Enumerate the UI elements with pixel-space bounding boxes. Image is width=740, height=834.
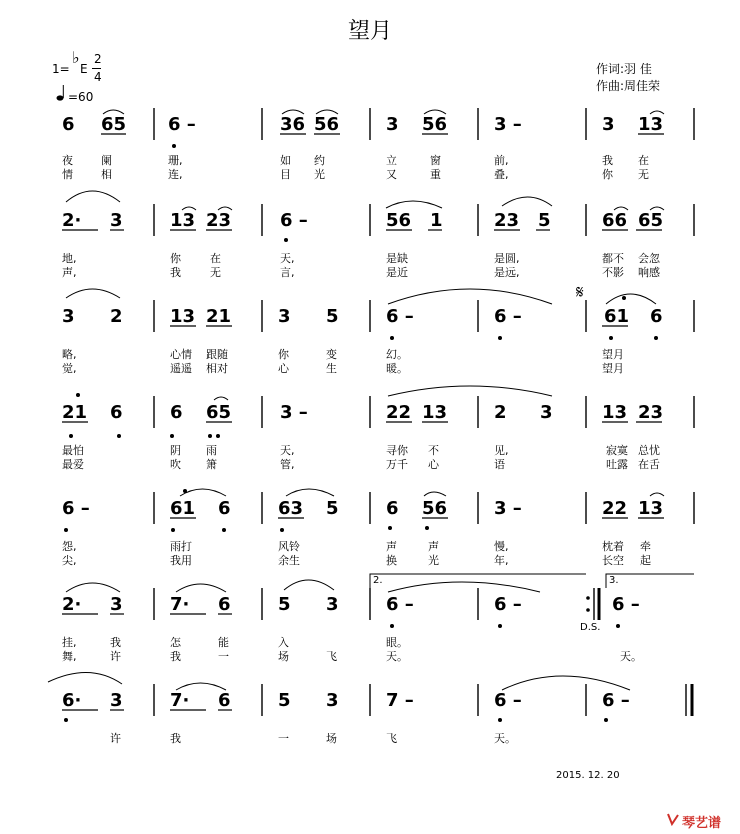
lyric: 情 — [62, 168, 73, 181]
note: 66 — [602, 210, 628, 231]
note: 22 — [386, 402, 412, 423]
lyric: 我 — [170, 266, 181, 279]
note: 5 — [278, 594, 291, 615]
time-signature-bottom: 4 — [94, 70, 102, 84]
volta-2-label: 2. — [373, 575, 383, 586]
lyric: 你 — [602, 168, 613, 181]
lyric: 你 — [278, 348, 289, 361]
lyric: 都不 — [602, 252, 624, 265]
lyric: 响感 — [638, 266, 660, 279]
lyric: 变 — [326, 348, 337, 361]
repeat-dot — [586, 608, 590, 612]
note: 6 — [110, 402, 123, 423]
lyric: 心 — [278, 362, 289, 375]
lyric: 言, — [280, 266, 295, 279]
lyric: 语 — [494, 458, 505, 471]
lyric: 阴 — [170, 444, 181, 457]
note: 6 – — [494, 306, 522, 327]
lyric: 飞 — [326, 650, 337, 663]
lyric: 是远, — [494, 266, 520, 279]
lyric: 如 — [280, 154, 291, 167]
lyric: 窗 — [430, 154, 441, 167]
lyric: 暖。 — [386, 362, 408, 375]
lyric: 遥遥 — [170, 362, 192, 375]
lyric: 生 — [326, 362, 337, 375]
dal-segno: D.S. — [580, 622, 601, 633]
lyric: 跟随 — [206, 348, 228, 361]
lyric: 吐露 — [606, 458, 628, 471]
lyric: 寂寞 — [606, 444, 628, 457]
lyric: 声, — [62, 266, 77, 279]
lyric: 长空 — [602, 554, 624, 567]
note: 6 — [218, 690, 231, 711]
lyric: 不 — [428, 444, 439, 457]
note: 3 – — [494, 498, 522, 519]
note: 6 – — [494, 690, 522, 711]
lyric: 心情 — [170, 348, 192, 361]
lyric: 我 — [602, 154, 613, 167]
lyric: 约 — [314, 154, 325, 167]
lyric: 不影 — [602, 266, 624, 279]
note: 13 — [422, 402, 448, 423]
lyric: 天, — [280, 444, 295, 457]
watermark-logo: 琴艺谱 — [682, 816, 722, 831]
lyric: 是近 — [386, 266, 408, 279]
lyric: 光 — [314, 168, 325, 181]
note: 2 — [494, 402, 507, 423]
slurs — [48, 110, 664, 690]
lyric: 相对 — [206, 362, 228, 375]
note: 6 – — [62, 498, 90, 519]
lyric: 余生 — [278, 554, 300, 567]
lyric: 能 — [218, 636, 229, 649]
lyric: 许 — [110, 732, 121, 745]
note: 2· — [62, 594, 82, 615]
lyric: 挂, — [62, 636, 77, 649]
note: 36 — [280, 114, 306, 135]
lyric: 我 — [110, 636, 121, 649]
lyric: 寻你 — [386, 444, 408, 457]
note: 56 — [422, 114, 448, 135]
note: 7· — [170, 594, 190, 615]
tempo-mark: =60 — [68, 90, 94, 104]
lyric: 许 — [110, 650, 121, 663]
note: 3 – — [494, 114, 522, 135]
note: 23 — [638, 402, 664, 423]
lyric: 舞, — [62, 650, 77, 663]
lyric: 我用 — [170, 554, 192, 567]
note: 5 — [326, 306, 339, 327]
lyric: 我 — [170, 650, 181, 663]
lyric: 雨打 — [170, 540, 192, 553]
note: 3 – — [280, 402, 308, 423]
lyric: 连, — [168, 168, 183, 181]
note: 2· — [62, 210, 82, 231]
lyric: 目 — [280, 168, 291, 181]
note: 3 — [602, 114, 615, 135]
key-prefix: 1= — [52, 62, 70, 76]
lyric: 重 — [430, 168, 441, 181]
note: 6 – — [168, 114, 196, 135]
note: 3 — [326, 690, 339, 711]
lyric: 一 — [218, 650, 229, 663]
lyric: 尖, — [62, 554, 77, 567]
lyric: 牵 — [640, 540, 651, 553]
note: 13 — [638, 498, 664, 519]
beams — [62, 134, 664, 710]
lyric: 是圆, — [494, 252, 520, 265]
lyric: 天, — [280, 252, 295, 265]
note: 22 — [602, 498, 628, 519]
lyric: 幻。 — [386, 348, 408, 361]
lyric: 声 — [428, 540, 439, 553]
flat-sign: ♭ — [72, 48, 80, 67]
lyric: 阑 — [101, 154, 112, 167]
lyric: 入 — [278, 636, 289, 649]
lyric: 在舌 — [638, 458, 660, 471]
lyric: 无 — [638, 168, 649, 181]
lyric: 吹 — [170, 458, 181, 471]
note: 56 — [386, 210, 412, 231]
lyric: 我 — [170, 732, 181, 745]
lyric: 叠, — [494, 168, 509, 181]
note: 6 — [218, 594, 231, 615]
note: 6 – — [612, 594, 640, 615]
lyric: 望月 — [602, 348, 624, 361]
song-title: 望月 — [347, 19, 392, 44]
note: 6 – — [494, 594, 522, 615]
lyric: 雨 — [206, 444, 217, 457]
note: 21 — [62, 402, 88, 423]
note: 63 — [278, 498, 304, 519]
lyric: 在 — [210, 252, 221, 265]
note: 61 — [604, 306, 630, 327]
note: 6 – — [386, 594, 414, 615]
composer-credit: 作曲:周佳荣 — [596, 79, 661, 93]
lyric: 会忽 — [638, 252, 660, 265]
note: 6 – — [602, 690, 630, 711]
note: 6 — [170, 402, 183, 423]
logo-icon — [666, 812, 680, 826]
lyric: 一 — [278, 732, 289, 745]
lyric: 在 — [638, 154, 649, 167]
note: 6 — [62, 114, 75, 135]
lyric: 总忧 — [638, 444, 660, 457]
lyric: 光 — [428, 554, 439, 567]
lyric: 无 — [210, 266, 221, 279]
lyric: 风铃 — [278, 540, 300, 553]
lyric: 管, — [280, 458, 295, 471]
note: 6· — [62, 690, 82, 711]
note: 13 — [602, 402, 628, 423]
note: 6 — [650, 306, 663, 327]
lyric: 万千 — [386, 458, 408, 471]
lyric: 地, — [62, 252, 77, 265]
note: 21 — [206, 306, 232, 327]
note: 5 — [326, 498, 339, 519]
lyric: 怎 — [170, 636, 181, 649]
note: 65 — [638, 210, 664, 231]
note: 3 — [110, 210, 123, 231]
lyric: 场 — [326, 732, 337, 745]
key-tonic: E — [80, 62, 88, 76]
note: 7 – — [386, 690, 414, 711]
note: 13 — [170, 210, 196, 231]
note: 7· — [170, 690, 190, 711]
lyric: 又 — [386, 168, 397, 181]
note: 56 — [422, 498, 448, 519]
volta-3-label: 3. — [609, 575, 619, 586]
lyric: 是缺 — [386, 252, 408, 265]
note: 23 — [206, 210, 232, 231]
note: 56 — [314, 114, 340, 135]
lyric: 声 — [386, 540, 397, 553]
lyric: 最爱 — [62, 458, 84, 471]
time-signature-top: 2 — [94, 52, 102, 66]
note: 3 — [540, 402, 553, 423]
lyric: 慢, — [494, 540, 509, 553]
repeat-dot — [586, 596, 590, 600]
lyric: 枕着 — [602, 540, 624, 553]
note: 3 — [278, 306, 291, 327]
lyric: 场 — [278, 650, 289, 663]
lyric: 天。 — [386, 650, 408, 663]
note: 13 — [170, 306, 196, 327]
note: 6 — [386, 498, 399, 519]
note: 65 — [206, 402, 232, 423]
note: 3 — [62, 306, 75, 327]
note: 6 – — [280, 210, 308, 231]
note: 3 — [386, 114, 399, 135]
lyric: 觉, — [62, 362, 77, 375]
lyric: 最怕 — [62, 444, 84, 457]
lyric: 望月 — [602, 362, 624, 375]
lyric: 相 — [101, 168, 112, 181]
note: 3 — [326, 594, 339, 615]
note: 23 — [494, 210, 520, 231]
note: 6 – — [386, 306, 414, 327]
note: 65 — [101, 114, 127, 135]
lyric: 见, — [494, 444, 509, 457]
lyric: 年, — [494, 554, 509, 567]
note: 13 — [638, 114, 664, 135]
note: 3 — [110, 690, 123, 711]
lyric: 珊, — [168, 154, 183, 167]
lyric: 换 — [386, 554, 397, 567]
lyric: 飞 — [386, 732, 397, 745]
octave-dots — [64, 144, 658, 722]
lyric: 立 — [386, 154, 397, 167]
date-stamp: 2015. 12. 20 — [556, 770, 620, 781]
lyric: 眼。 — [386, 636, 408, 649]
lyric: 夜 — [62, 154, 73, 167]
lyric: 前, — [494, 154, 509, 167]
lyric: 天。 — [494, 732, 516, 745]
lyric: 略, — [62, 348, 77, 361]
lyric: 起 — [640, 554, 651, 567]
lyricist-credit: 作词:羽 佳 — [596, 62, 652, 76]
note: 1 — [430, 210, 443, 231]
volta-brackets — [370, 574, 694, 588]
lyric: 箫 — [206, 458, 217, 471]
note: 2 — [110, 306, 123, 327]
note: 5 — [278, 690, 291, 711]
lyric: 天。 — [620, 650, 642, 663]
lyric: 你 — [170, 252, 181, 265]
note: 3 — [110, 594, 123, 615]
lyric: 怨, — [62, 540, 77, 553]
note: 61 — [170, 498, 196, 519]
lyric: 心 — [428, 458, 439, 471]
note: 5 — [538, 210, 551, 231]
segno-icon: 𝄋 — [576, 282, 584, 303]
note: 6 — [218, 498, 231, 519]
